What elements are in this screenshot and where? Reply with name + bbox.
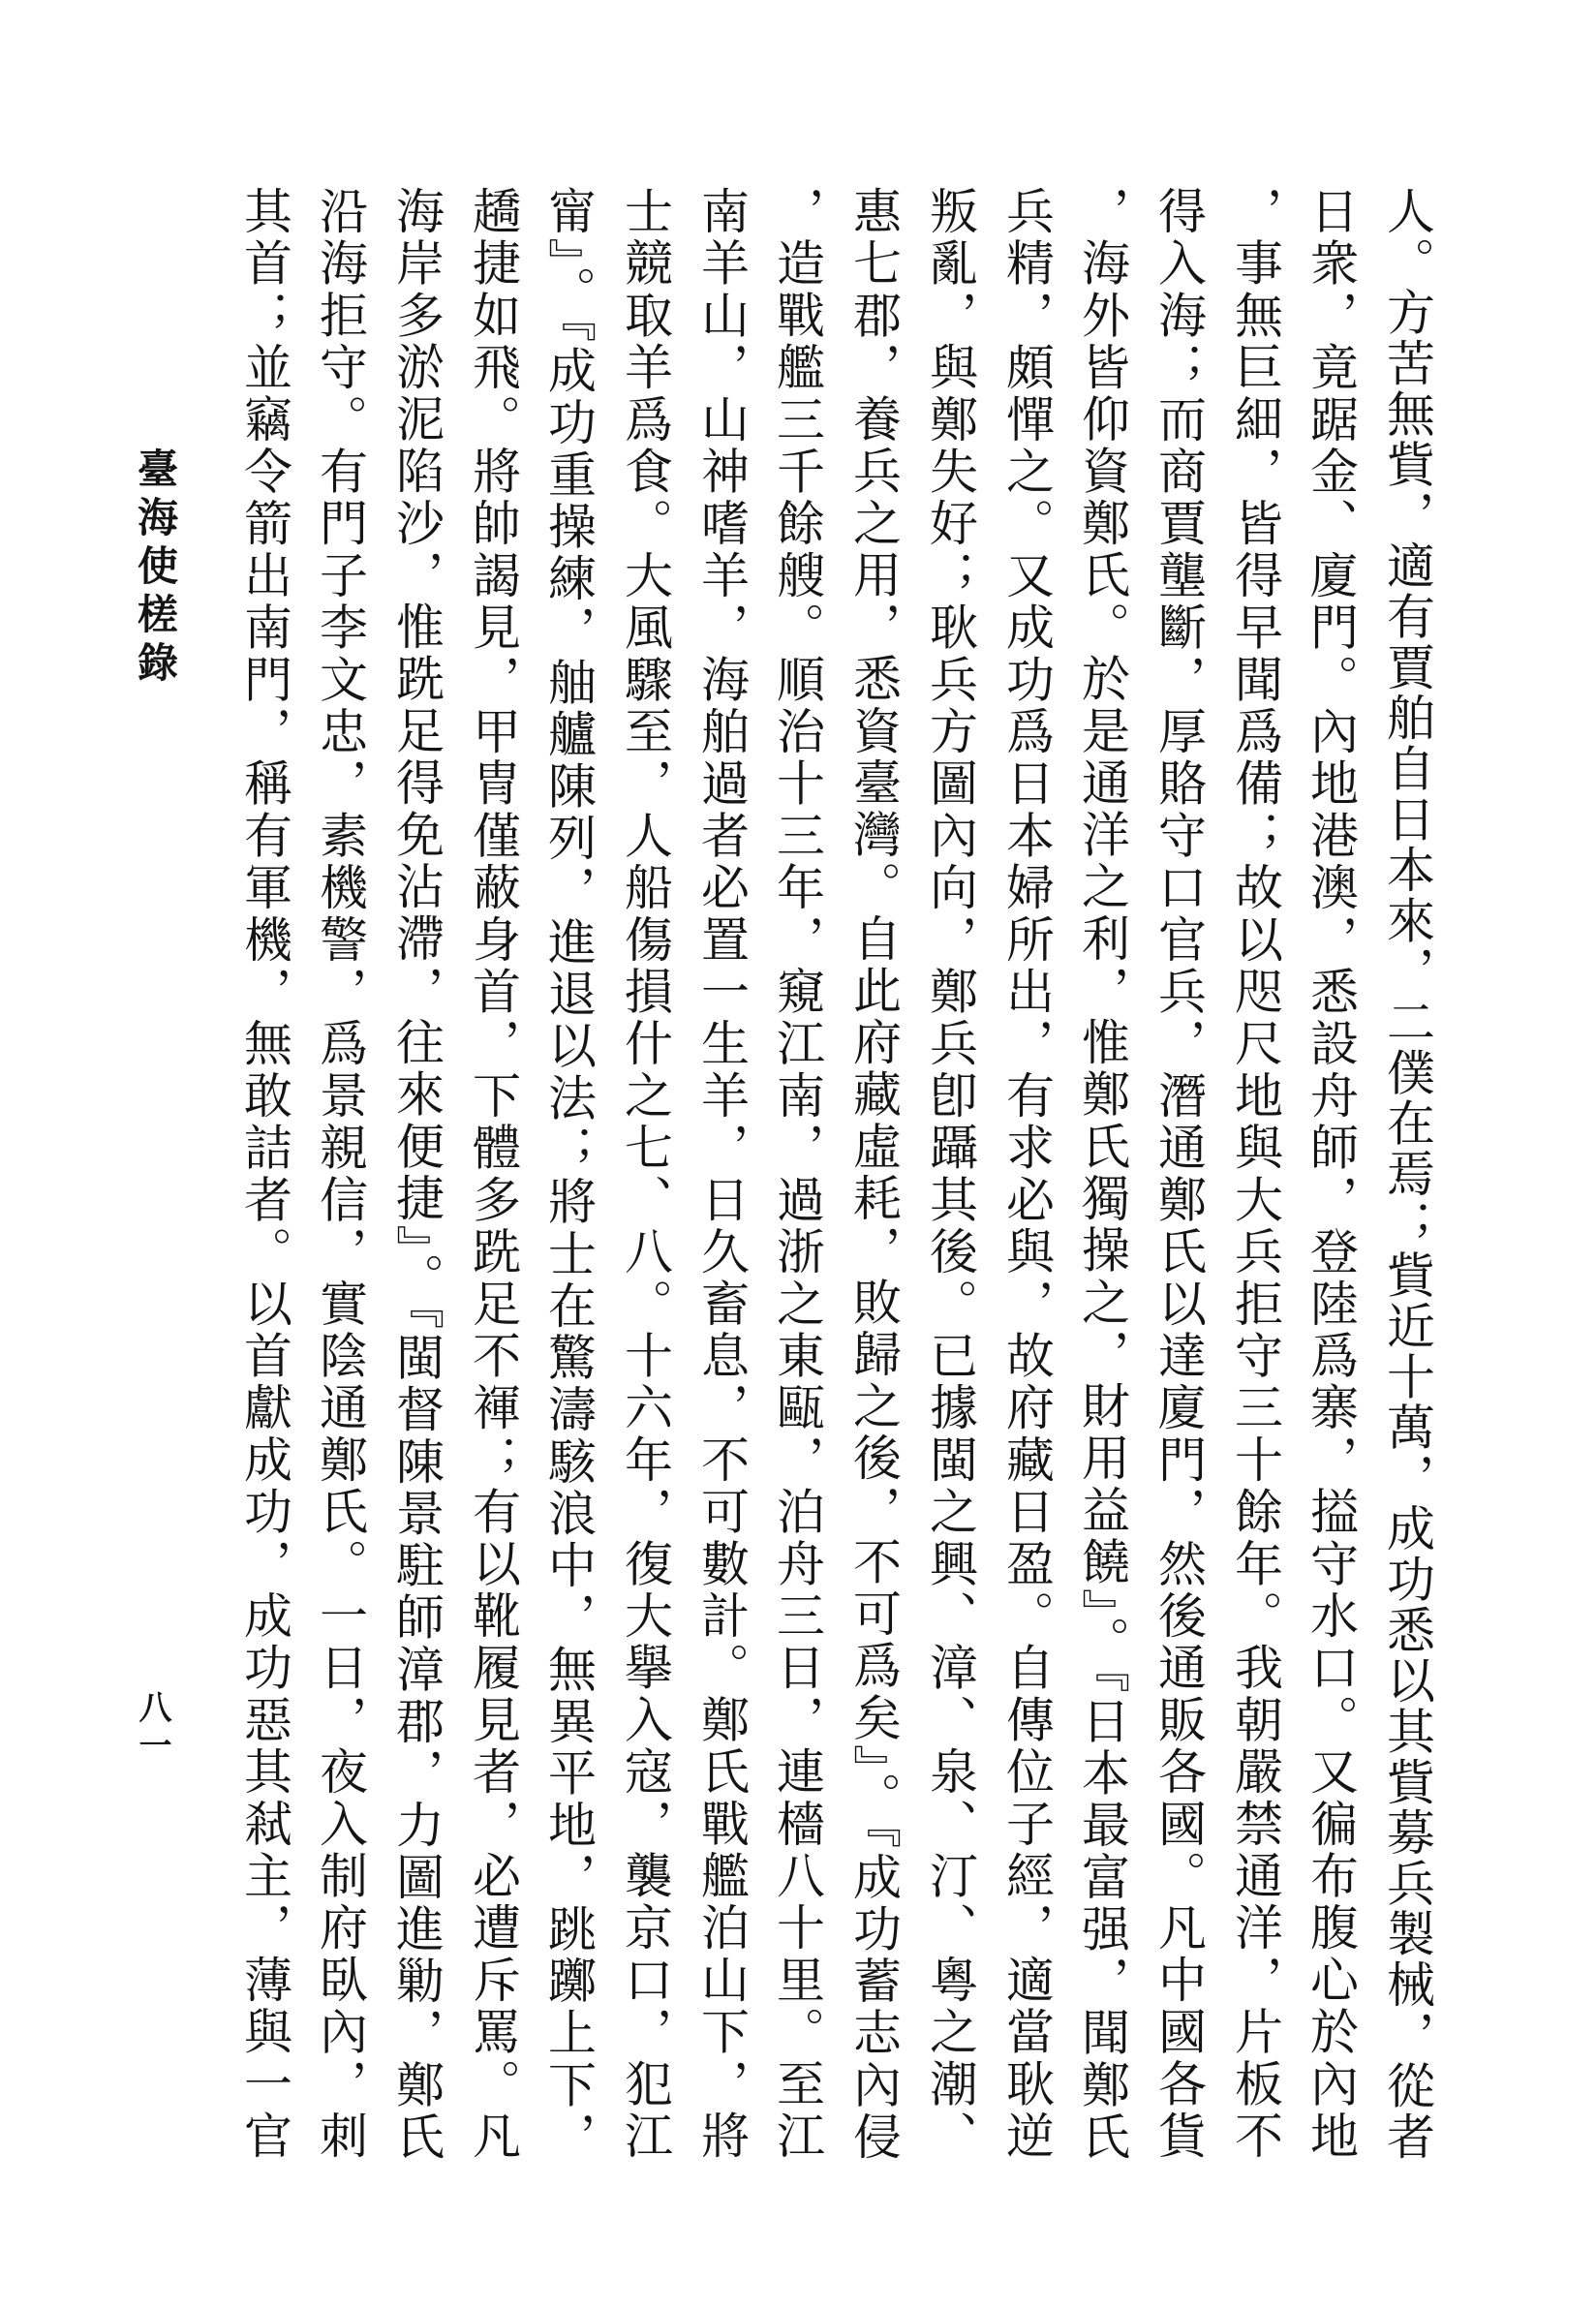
text-column-10: 南羊山，山神嗜羊，海舶過者必置一生羊，日久畜息，不可數計。鄭氏戰艦泊山下，將 — [693, 186, 750, 2162]
text-column-15: 沿海拒守。有門子李文忠，素機警，爲景親信，實陰通鄭氏。一日，夜入制府臥內，刺 — [312, 186, 368, 2162]
text-column-9: ，造戰艦三千餘艘。順治十三年，窺江南，過浙之東甌，泊舟三日，連檣八十里。至江 — [769, 186, 825, 2162]
text-column-2: 日衆，竟踞金、廈門。內地港澳，悉設舟師，登陸爲寨，搤守水口。又徧布腹心於內地 — [1303, 186, 1359, 2162]
text-column-16: 其首；並竊令箭出南門，稱有軍機，無敢詰者。以首獻成功，成功惡其弒主，薄與一官 — [236, 186, 292, 2162]
text-column-4: 得入海；而商賈壟斷，厚賂守口官兵，潛通鄭氏以達廈門，然後通販各國。凡中國各貨 — [1151, 186, 1207, 2162]
text-column-11: 士競取羊爲食。大風驟至，人船傷損什之七、八。十六年，復大擧入寇，襲京口，犯江 — [617, 186, 673, 2162]
text-column-3: ，事無巨細，皆得早聞爲備；故以咫尺地與大兵拒守三十餘年。我朝嚴禁通洋，片板不 — [1227, 186, 1283, 2162]
text-column-14: 海岸多淤泥陷沙，惟跣足得免沾滯，往來便捷』。『閩督陳景駐師漳郡，力圖進勦，鄭氏 — [388, 186, 445, 2162]
text-column-1: 人。方苦無貲，適有賈舶自日本來，二僕在焉；貲近十萬，成功悉以其貲募兵製械，從者 — [1379, 186, 1435, 2162]
page-number: 八一 — [133, 1690, 171, 1766]
text-column-12: 甯』。『成功重操練，舳艫陳列，進退以法；將士在驚濤駭浪中，無異平地，跳躑上下， — [540, 186, 597, 2162]
text-column-7: 叛亂，與鄭失好；耿兵方圖內向，鄭兵卽躡其後。已據閩之興、漳、泉、汀、粵之潮、 — [922, 186, 978, 2162]
text-column-8: 惠七郡，養兵之用，悉資臺灣。自此府藏虛耗，敗歸之後，不可爲矣』。『成功蓄志內侵 — [845, 186, 902, 2162]
text-column-5: ，海外皆仰資鄭氏。於是通洋之利，惟鄭氏獨操之，財用益饒』。『日本最富强，聞鄭氏 — [1074, 186, 1130, 2162]
text-column-6: 兵精，頗憚之。又成功爲日本婦所出，有求必與，故府藏日盈。自傳位子經，適當耿逆 — [998, 186, 1055, 2162]
text-column-13: 趫捷如飛。將帥謁見，甲冑僅蔽身首，下體多跣足不褌；有以靴履見者，必遭斥罵。凡 — [465, 186, 521, 2162]
running-title: 臺海使槎錄 — [132, 447, 179, 690]
